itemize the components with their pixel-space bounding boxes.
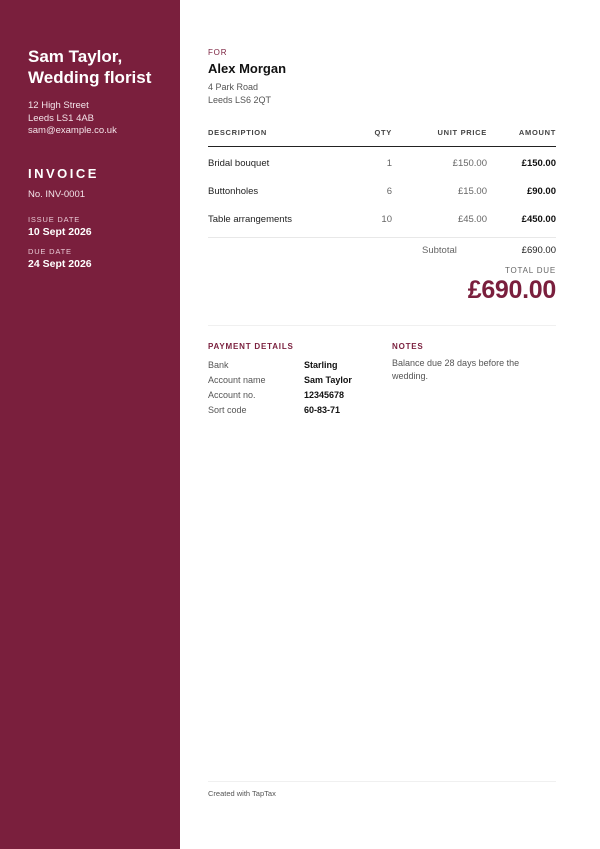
row-unit-price: £45.00 <box>457 213 487 225</box>
business-address-line2: Leeds LS1 4AB <box>28 112 95 124</box>
header-qty: QTY <box>374 128 392 137</box>
section-divider <box>208 325 556 326</box>
client-address-line2: Leeds LS6 2QT <box>208 94 272 105</box>
header-unit-price: UNIT PRICE <box>437 128 487 137</box>
payment-row <box>208 387 378 402</box>
payment-label: Sort code <box>208 404 247 415</box>
due-date-label: DUE DATE <box>28 246 72 256</box>
payment-label: Account no. <box>208 389 256 400</box>
business-address-line1: 12 High Street <box>28 100 89 111</box>
business-name: Sam Taylor, Wedding florist <box>28 47 152 87</box>
payment-value: Starling <box>304 359 338 370</box>
row-description: Bridal bouquet <box>208 157 270 169</box>
subtotal-label: Subtotal <box>422 245 457 256</box>
totals-divider <box>208 237 556 238</box>
business-sidebar <box>0 0 180 849</box>
row-qty: 10 <box>381 213 392 225</box>
payment-value: 12345678 <box>304 389 345 400</box>
header-amount: AMOUNT <box>518 128 556 137</box>
row-description: Table arrangements <box>208 213 292 225</box>
payment-details-title: PAYMENT DETAILS <box>208 342 294 351</box>
total-due-value: £690.00 <box>467 276 556 304</box>
line-items-table <box>208 124 556 233</box>
payment-row <box>208 402 378 417</box>
due-date-value: 24 Sept 2026 <box>28 257 92 270</box>
issue-date-block <box>28 215 180 238</box>
row-amount: £150.00 <box>521 157 556 169</box>
table-row <box>208 177 556 205</box>
issue-date-value: 10 Sept 2026 <box>28 225 92 238</box>
payment-value: Sam Taylor <box>304 374 352 385</box>
footer-credit: Created with TapTax <box>208 789 276 798</box>
business-address <box>28 100 180 138</box>
table-row <box>208 149 556 177</box>
table-header <box>208 124 556 147</box>
row-unit-price: £15.00 <box>457 185 487 197</box>
invoice-main <box>208 0 556 849</box>
notes-title: NOTES <box>392 342 424 351</box>
total-due-label: TOTAL DUE <box>504 266 556 275</box>
invoice-number: No. INV-0001 <box>28 188 86 200</box>
business-email: sam@example.co.uk <box>28 125 117 136</box>
row-qty: 1 <box>386 157 392 169</box>
header-description: DESCRIPTION <box>208 128 267 137</box>
row-qty: 6 <box>386 185 392 197</box>
due-date-block <box>28 247 180 270</box>
payment-label: Bank <box>208 359 229 370</box>
table-row <box>208 205 556 233</box>
row-description: Buttonholes <box>208 185 259 197</box>
client-name: Alex Morgan <box>208 61 287 76</box>
row-amount: £450.00 <box>521 213 556 225</box>
client-address <box>208 81 271 106</box>
payment-value: 60-83-71 <box>304 404 341 415</box>
client-address-line1: 4 Park Road <box>208 82 259 92</box>
issue-date-label: ISSUE DATE <box>28 214 81 224</box>
invoice-title: INVOICE <box>28 165 99 181</box>
payment-details <box>208 357 378 417</box>
row-unit-price: £150.00 <box>452 157 487 169</box>
payment-row <box>208 357 378 372</box>
table-body <box>208 147 556 233</box>
footer-divider <box>208 781 556 782</box>
payment-row <box>208 372 378 387</box>
row-amount: £90.00 <box>526 185 556 197</box>
payment-label: Account name <box>208 374 266 385</box>
subtotal-value: £690.00 <box>521 245 556 256</box>
notes-text: Balance due 28 days before the wedding. <box>392 358 520 381</box>
bill-to-label: FOR <box>208 48 228 57</box>
